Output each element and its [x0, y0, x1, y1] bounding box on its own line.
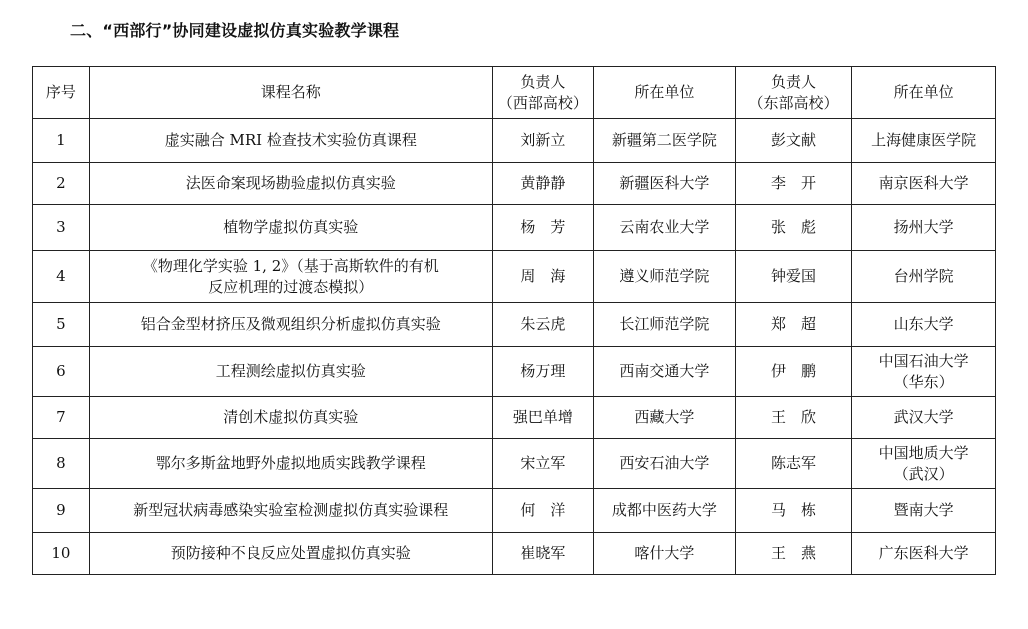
west-lead — [492, 251, 593, 303]
east-lead-line1: 王 燕 — [770, 544, 816, 562]
east-lead — [735, 163, 852, 205]
east-unit-line1: 中国地质大学 — [878, 443, 969, 462]
east-lead — [735, 251, 852, 303]
header-course: 课程名称 — [89, 67, 492, 119]
east-lead-line1: 王 欣 — [770, 408, 816, 426]
east-unit-line1: 上海健康医学院 — [871, 131, 977, 149]
table-row — [33, 347, 996, 397]
header-west-lead-line1: 负责人 — [520, 72, 566, 91]
east-lead — [735, 533, 852, 575]
west-lead — [492, 163, 593, 205]
course-name-line1: 虚实融合 MRI 检查技术实验仿真课程 — [164, 131, 417, 149]
table-row — [33, 533, 996, 575]
west-unit-line1: 长江师范学院 — [619, 315, 710, 333]
west-lead — [492, 205, 593, 251]
header-east-lead-line2: （东部高校） — [748, 93, 839, 112]
row-number — [33, 119, 90, 163]
west-lead — [492, 397, 593, 439]
table-row — [33, 303, 996, 347]
west-lead-line1: 强巴单增 — [512, 408, 573, 426]
row-number-line1: 3 — [56, 218, 66, 236]
course-name-line1: 预防接种不良反应处置虚拟仿真实验 — [170, 544, 411, 562]
east-unit-line1: 暨南大学 — [893, 501, 954, 519]
header-west-lead — [492, 67, 593, 119]
row-number — [33, 251, 90, 303]
row-number-line1: 6 — [56, 362, 66, 380]
east-lead — [735, 119, 852, 163]
row-number-line1: 7 — [56, 408, 66, 426]
east-unit — [852, 163, 996, 205]
east-lead — [735, 489, 852, 533]
west-lead — [492, 303, 593, 347]
west-unit-line1: 喀什大学 — [634, 544, 695, 562]
east-lead — [735, 303, 852, 347]
course-name — [89, 163, 492, 205]
east-unit-line2: （华东） — [893, 372, 954, 391]
course-name — [89, 533, 492, 575]
west-unit — [594, 397, 736, 439]
course-name-line1: 工程测绘虚拟仿真实验 — [215, 362, 366, 380]
row-number — [33, 397, 90, 439]
east-lead-line1: 郑 超 — [770, 315, 816, 333]
west-lead-line1: 杨 芳 — [520, 218, 566, 236]
header-east-lead-line1: 负责人 — [770, 72, 816, 91]
west-lead-line1: 朱云虎 — [520, 315, 566, 333]
row-number — [33, 205, 90, 251]
east-unit-line1: 武汉大学 — [893, 408, 954, 426]
east-unit — [852, 119, 996, 163]
east-unit-line1: 广东医科大学 — [878, 544, 969, 562]
row-number — [33, 347, 90, 397]
west-unit — [594, 533, 736, 575]
course-name-line1: 铝合金型材挤压及微观组织分析虚拟仿真实验 — [140, 315, 441, 333]
east-lead — [735, 439, 852, 489]
west-lead-line1: 崔晓军 — [520, 544, 566, 562]
west-lead — [492, 489, 593, 533]
course-name — [89, 397, 492, 439]
row-number — [33, 533, 90, 575]
row-number — [33, 489, 90, 533]
west-lead-line1: 杨万理 — [520, 362, 566, 380]
east-lead-line1: 张 彪 — [770, 218, 816, 236]
course-name — [89, 119, 492, 163]
header-no: 序号 — [33, 67, 90, 119]
east-lead — [735, 347, 852, 397]
header-west-lead-line2: （西部高校） — [497, 93, 588, 112]
west-unit — [594, 489, 736, 533]
course-name-line1: 《物理化学实验 1, 2》（基于高斯软件的有机 — [142, 256, 439, 275]
west-lead — [492, 119, 593, 163]
row-number-line1: 1 — [56, 131, 66, 149]
row-number — [33, 163, 90, 205]
east-unit-line1: 中国石油大学 — [878, 351, 969, 370]
course-name — [89, 439, 492, 489]
west-unit — [594, 347, 736, 397]
west-lead-line1: 何 洋 — [520, 501, 566, 519]
header-west-unit: 所在单位 — [594, 67, 736, 119]
table-row — [33, 489, 996, 533]
west-lead-line1: 宋立军 — [520, 454, 566, 472]
row-number-line1: 10 — [51, 544, 71, 562]
table-row — [33, 439, 996, 489]
course-table — [32, 66, 996, 575]
east-unit — [852, 439, 996, 489]
west-unit-line1: 新疆第二医学院 — [611, 131, 717, 149]
west-unit-line1: 西南交通大学 — [619, 362, 710, 380]
west-lead-line1: 周 海 — [520, 267, 566, 285]
east-lead — [735, 205, 852, 251]
east-unit — [852, 303, 996, 347]
header-east-lead — [735, 67, 852, 119]
east-lead-line1: 伊 鹏 — [770, 362, 816, 380]
west-lead-line1: 黄静静 — [520, 174, 566, 192]
table-row — [33, 205, 996, 251]
header-row — [33, 67, 996, 119]
west-unit-line1: 新疆医科大学 — [619, 174, 710, 192]
east-unit — [852, 397, 996, 439]
course-name — [89, 251, 492, 303]
course-name — [89, 205, 492, 251]
course-name — [89, 489, 492, 533]
row-number — [33, 439, 90, 489]
course-name-line1: 鄂尔多斯盆地野外虚拟地质实践教学课程 — [155, 454, 426, 472]
west-unit — [594, 303, 736, 347]
course-name — [89, 347, 492, 397]
west-lead — [492, 439, 593, 489]
west-unit-line1: 成都中医药大学 — [611, 501, 717, 519]
west-unit-line1: 遵义师范学院 — [619, 267, 710, 285]
row-number-line1: 5 — [56, 315, 66, 333]
east-unit — [852, 489, 996, 533]
east-lead-line1: 彭文献 — [770, 131, 816, 149]
east-lead-line1: 钟爱国 — [770, 267, 816, 285]
course-name-line1: 法医命案现场勘验虚拟仿真实验 — [185, 174, 396, 192]
west-lead — [492, 533, 593, 575]
table-row — [33, 163, 996, 205]
east-lead-line1: 李 开 — [770, 174, 816, 192]
row-number-line1: 9 — [56, 501, 66, 519]
east-unit-line1: 南京医科大学 — [878, 174, 969, 192]
east-lead-line1: 马 栋 — [770, 501, 816, 519]
west-unit — [594, 251, 736, 303]
east-unit-line2: （武汉） — [893, 464, 954, 483]
west-unit-line1: 西安石油大学 — [619, 454, 710, 472]
row-number — [33, 303, 90, 347]
east-lead-line1: 陈志军 — [770, 454, 816, 472]
table-row — [33, 397, 996, 439]
west-lead-line1: 刘新立 — [520, 131, 566, 149]
east-unit — [852, 251, 996, 303]
table-row — [33, 119, 996, 163]
east-unit — [852, 533, 996, 575]
section-heading: 二、“西部行”协同建设虚拟仿真实验教学课程 — [70, 21, 400, 40]
header-east-unit: 所在单位 — [852, 67, 996, 119]
west-unit-line1: 云南农业大学 — [619, 218, 710, 236]
west-unit — [594, 439, 736, 489]
course-name-line2: 反应机理的过渡态模拟） — [208, 277, 374, 296]
west-unit — [594, 163, 736, 205]
east-lead — [735, 397, 852, 439]
west-unit — [594, 119, 736, 163]
course-name — [89, 303, 492, 347]
table-row — [33, 251, 996, 303]
west-lead — [492, 347, 593, 397]
east-unit-line1: 山东大学 — [893, 315, 954, 333]
west-unit-line1: 西藏大学 — [634, 408, 695, 426]
row-number-line1: 2 — [56, 174, 66, 192]
course-name-line1: 植物学虚拟仿真实验 — [223, 218, 359, 236]
east-unit-line1: 台州学院 — [893, 267, 954, 285]
course-name-line1: 新型冠状病毒感染实验室检测虚拟仿真实验课程 — [133, 501, 449, 519]
east-unit — [852, 205, 996, 251]
row-number-line1: 4 — [56, 267, 66, 285]
row-number-line1: 8 — [56, 454, 66, 472]
west-unit — [594, 205, 736, 251]
course-name-line1: 清创术虚拟仿真实验 — [223, 408, 359, 426]
east-unit-line1: 扬州大学 — [893, 218, 954, 236]
east-unit — [852, 347, 996, 397]
